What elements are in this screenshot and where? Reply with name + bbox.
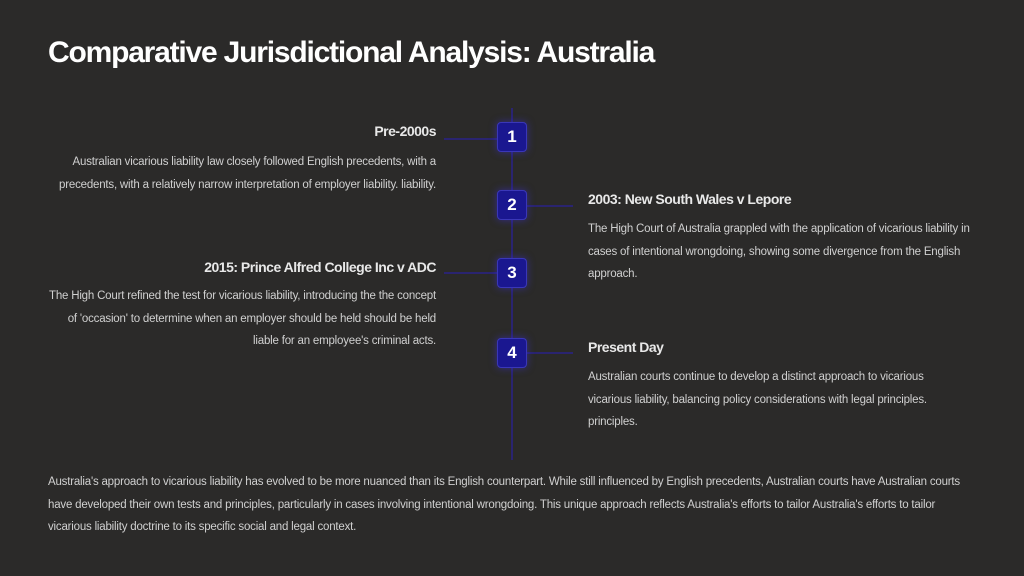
timeline-step-badge: 4 — [497, 338, 527, 368]
timeline-step-badge: 2 — [497, 190, 527, 220]
timeline-event-title: Present Day — [588, 339, 664, 355]
page-title: Comparative Jurisdictional Analysis: Australia — [48, 36, 655, 69]
timeline-event-title: 2003: New South Wales v Lepore — [588, 191, 792, 207]
timeline-event-title: 2015: Prince Alfred College Inc v ADC — [204, 259, 436, 275]
timeline-step-badge: 3 — [497, 258, 527, 288]
timeline-connector — [527, 205, 573, 207]
timeline-step-badge: 1 — [497, 122, 527, 152]
timeline-event-description: The High Court refined the test for vicarious liability, introducing the the concept of 'occasion' to determine when an employer should be held should be held liable for an employee's criminal acts. — [49, 290, 436, 347]
timeline-connector — [527, 352, 573, 354]
summary-text: Australia's approach to vicarious liability has evolved to be more nuanced than its English counterpart. While still influenced by English precedents, Australian courts have Australian courts have developed their own tests and principles, particularly in cases involving intentional wrongdoing. This unique approach reflects Australia's efforts to tailor Australia's efforts to tailor vicarious liability doctrine to its specific social and legal context. — [48, 476, 960, 533]
timeline-connector — [444, 138, 498, 140]
timeline-event-description: Australian courts continue to develop a distinct approach to vicarious vicarious liability, balancing policy considerations with legal principles. principles. — [588, 371, 927, 428]
timeline-connector — [444, 272, 498, 274]
timeline-event-description: Australian vicarious liability law closely followed English precedents, with a precedents, with a relatively narrow interpretation of employer liability. liability. — [59, 156, 436, 191]
timeline-event-description: The High Court of Australia grappled with the application of vicarious liability in cases of intentional wrongdoing, showing some divergence from the English approach. — [588, 223, 970, 280]
timeline-event-title: Pre-2000s — [374, 123, 436, 139]
